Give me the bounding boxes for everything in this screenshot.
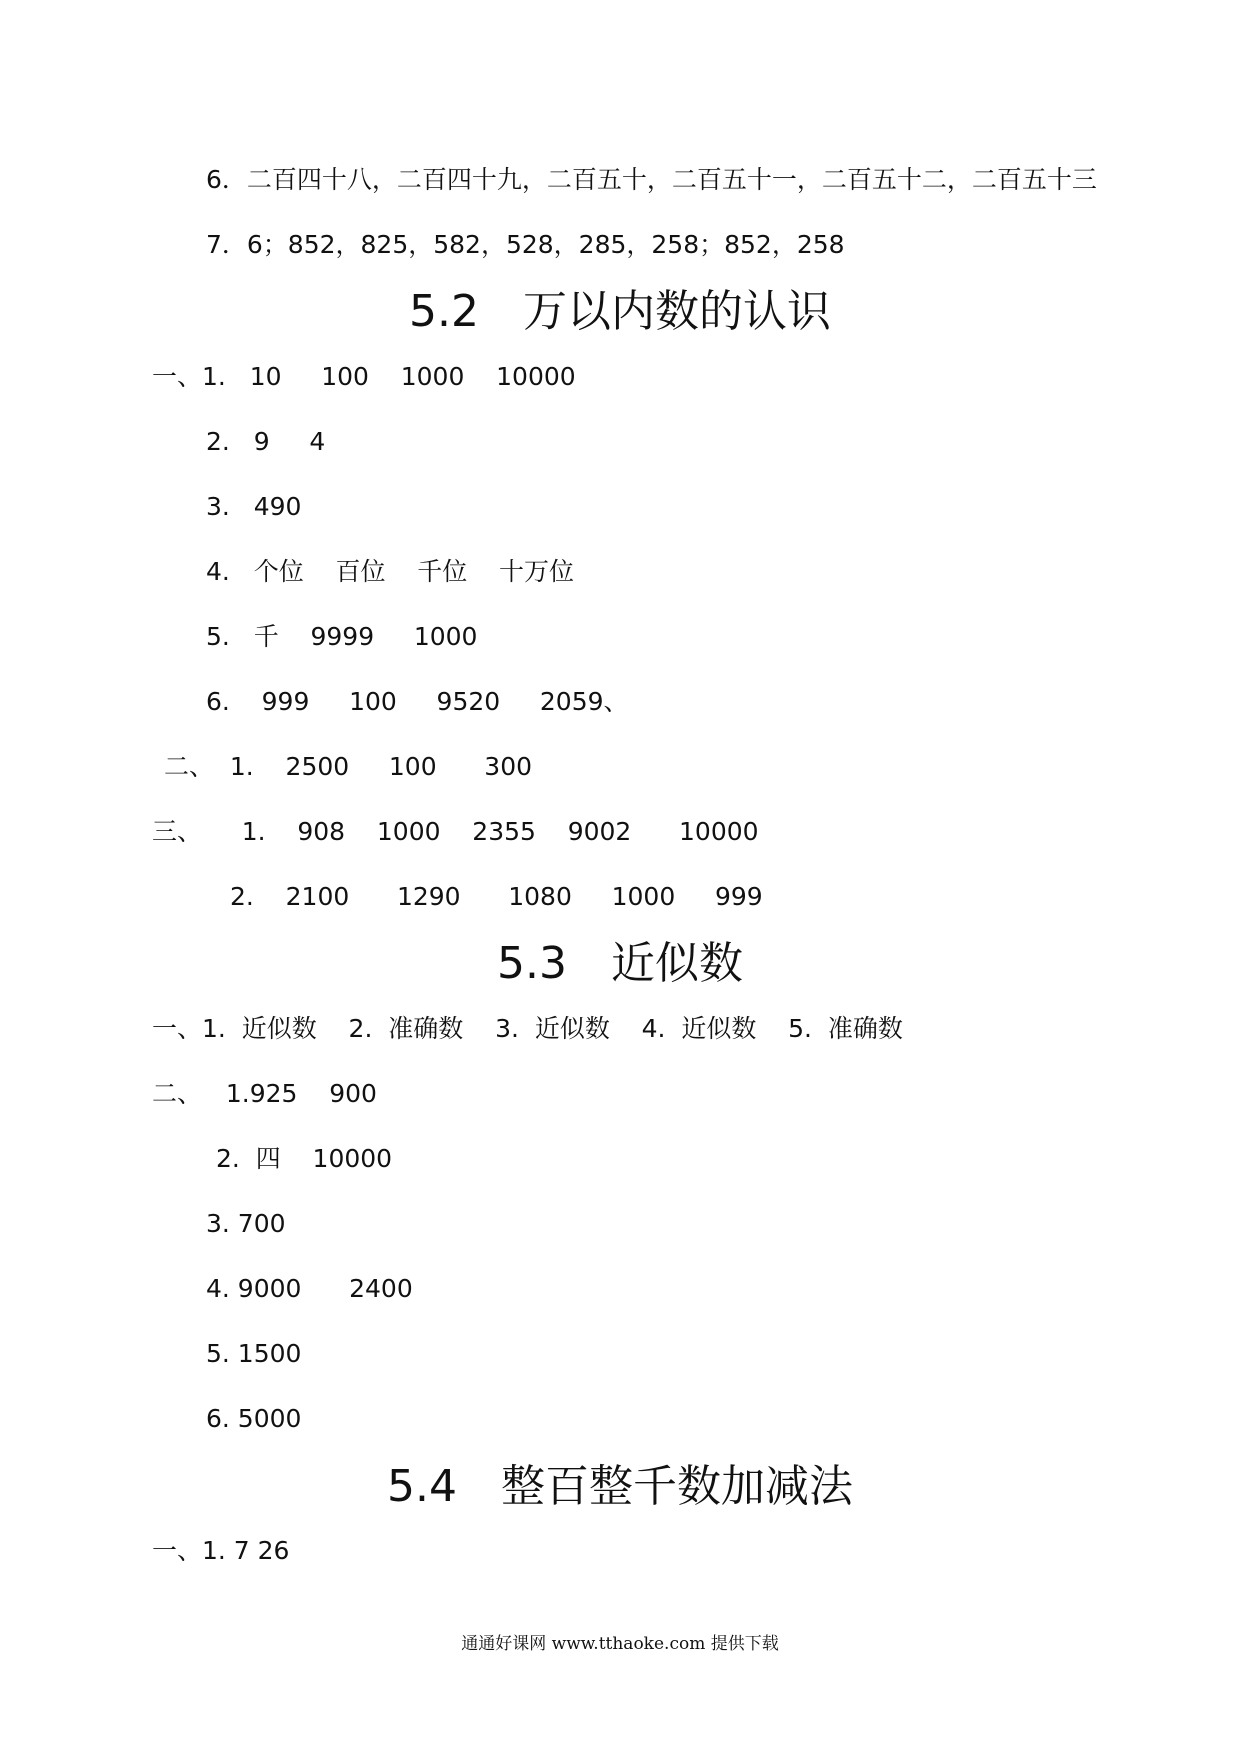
answer-line: 6. 999 100 9520 2059、 (206, 687, 629, 716)
answer-line: 6. 5000 (206, 1404, 302, 1433)
section-title-5-3: 5.3 近似数 (497, 938, 743, 989)
answer-line: 一、1. 10 100 1000 10000 (152, 362, 576, 391)
answer-line: 三、 1. 908 1000 2355 9002 10000 (152, 817, 759, 846)
answer-line: 2. 2100 1290 1080 1000 999 (230, 882, 763, 911)
answer-line: 5. 1500 (206, 1339, 302, 1368)
answer-line: 4. 个位 百位 千位 十万位 (206, 557, 575, 586)
section-title-5-2: 5.2 万以内数的认识 (409, 286, 831, 337)
answer-line-q6: 6．二百四十八，二百四十九，二百五十，二百五十一，二百五十二，二百五十三 (206, 165, 1097, 194)
answer-line: 4. 9000 2400 (206, 1274, 413, 1303)
answer-line: 2. 9 4 (206, 427, 326, 456)
answer-line: 2. 四 10000 (216, 1144, 393, 1173)
answer-line: 二、 1.925 900 (152, 1079, 377, 1108)
answer-line-q7: 7．6；852，825，582，528，285，258；852，258 (206, 230, 845, 259)
answer-line: 5. 千 9999 1000 (206, 622, 478, 651)
answer-line: 一、1. 近似数 2. 准确数 3. 近似数 4. 近似数 5. 准确数 (152, 1014, 903, 1043)
answer-line: 3. 490 (206, 492, 302, 521)
answer-line: 二、 1. 2500 100 300 (164, 752, 533, 781)
answer-line: 3. 700 (206, 1209, 286, 1238)
answer-line: 一、1. 7 26 (152, 1536, 290, 1565)
section-title-5-4: 5.4 整百整千数加减法 (387, 1461, 853, 1512)
page-footer: 通通好课网 www.tthaoke.com 提供下载 (461, 1634, 779, 1654)
